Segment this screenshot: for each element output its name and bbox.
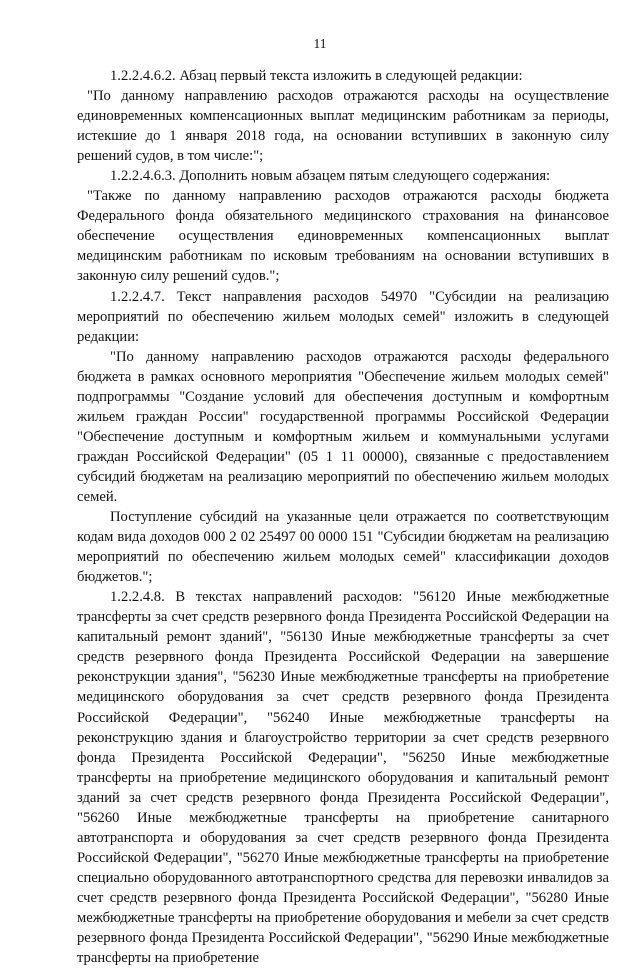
paragraph-quote-young-families-housing: "По данному направлению расходов отражаются расходы федерального бюджета в рамках основного мероприятия "Обеспечение жильем молодых семей" подпрограммы "Создание условий для обеспечения доступным и комфортным жильем граждан России" государственной программы Российской Федерации "Обеспечение доступным и комфортным жильем и коммунальными услугами граждан Российской Федерации" (05 1 11 00000), связанные с предоставлением субсидий бюджетам на реализацию мероприятий по обеспечению жильем молодых семей.: [77, 348, 609, 505]
paragraph-amendment-1-2-2-4-7: 1.2.2.4.7. Текст направления расходов 54970 "Субсидии на реализацию мероприятий по обеспечению жильем молодых семей" изложить в следующей редакции:: [77, 288, 609, 345]
paragraph-quote-compensation-payments: "По данному направлению расходов отражаются расходы на осуществление единовременных компенсационных выплат медицинским работникам за периоды, истекшие до 1 января 2018 года, на основании вступивших в законную силу решений судов, в том числе:";: [77, 88, 609, 165]
paragraph-amendment-1-2-2-4-6-2: 1.2.2.4.6.2. Абзац первый текста изложить в следующей редакции:: [110, 68, 523, 84]
paragraph-amendment-1-2-2-4-6-3: 1.2.2.4.6.3. Дополнить новым абзацем пятым следующего содержания:: [110, 168, 551, 185]
paragraph-quote-ffoms-expenses: "Также по данному направлению расходов отражаются расходы бюджета Федерального фонда обязательного медицинского страхования на финансовое обеспечение осуществления единовременных компенсационных выплат медицинским работникам по исковым требованиям на основании вступивших в законную силу решений судов.";: [77, 188, 609, 285]
paragraph-amendment-1-2-2-4-8: 1.2.2.4.8. В текстах направлений расходов: "56120 Иные межбюджетные трансферты за счет средств резервного фонда Президента Российской Федерации на капитальный ремонт зданий", "56130 Иные межбюджетные трансферты за счет средств резервного фонда Президента Российской Федерации на завершение реконструкции здания", "56230 Иные межбюджетные трансферты на приобретение медицинского оборудования за счет средств резервного фонда Президента Российской Федерации", "56240 Иные межбюджетные трансферты на реконструкцию здания и благоустройство территории за счет средств резервного фонда Президента Российской Федерации", "56250 Иные межбюджетные трансферты на приобретение медицинского оборудования и капитальный ремонт зданий за счет средств резервного фонда Президента Российской Федерации", "56260 Иные межбюджетные трансферты на приобретение санитарного автотранспорта и оборудования за счет средств резервного фонда Президента Российской Федерации", "56270 Иные межбюджетные трансферты на приобретение специально оборудованного автотранспортного средства для перевозки инвалидов за счет средств резервного фонда Президента Российской Федерации", "56280 Иные межбюджетные трансферты на приобретение оборудования и мебели за счет средств резервного фонда Президента Российской Федерации", "56290 Иные межбюджетные трансферты на приобретение: [77, 589, 609, 967]
paragraph-subsidy-income-codes: Поступление субсидий на указанные цели отражается по соответствующим кодам вида доходов 000 2 02 25497 00 0000 151 "Субсидии бюджетам на реализацию мероприятий по обеспечению жильем молодых семей" классификации доходов бюджетов.";: [77, 509, 609, 586]
document-body: [77, 66, 609, 968]
page-number: 11: [313, 36, 327, 51]
